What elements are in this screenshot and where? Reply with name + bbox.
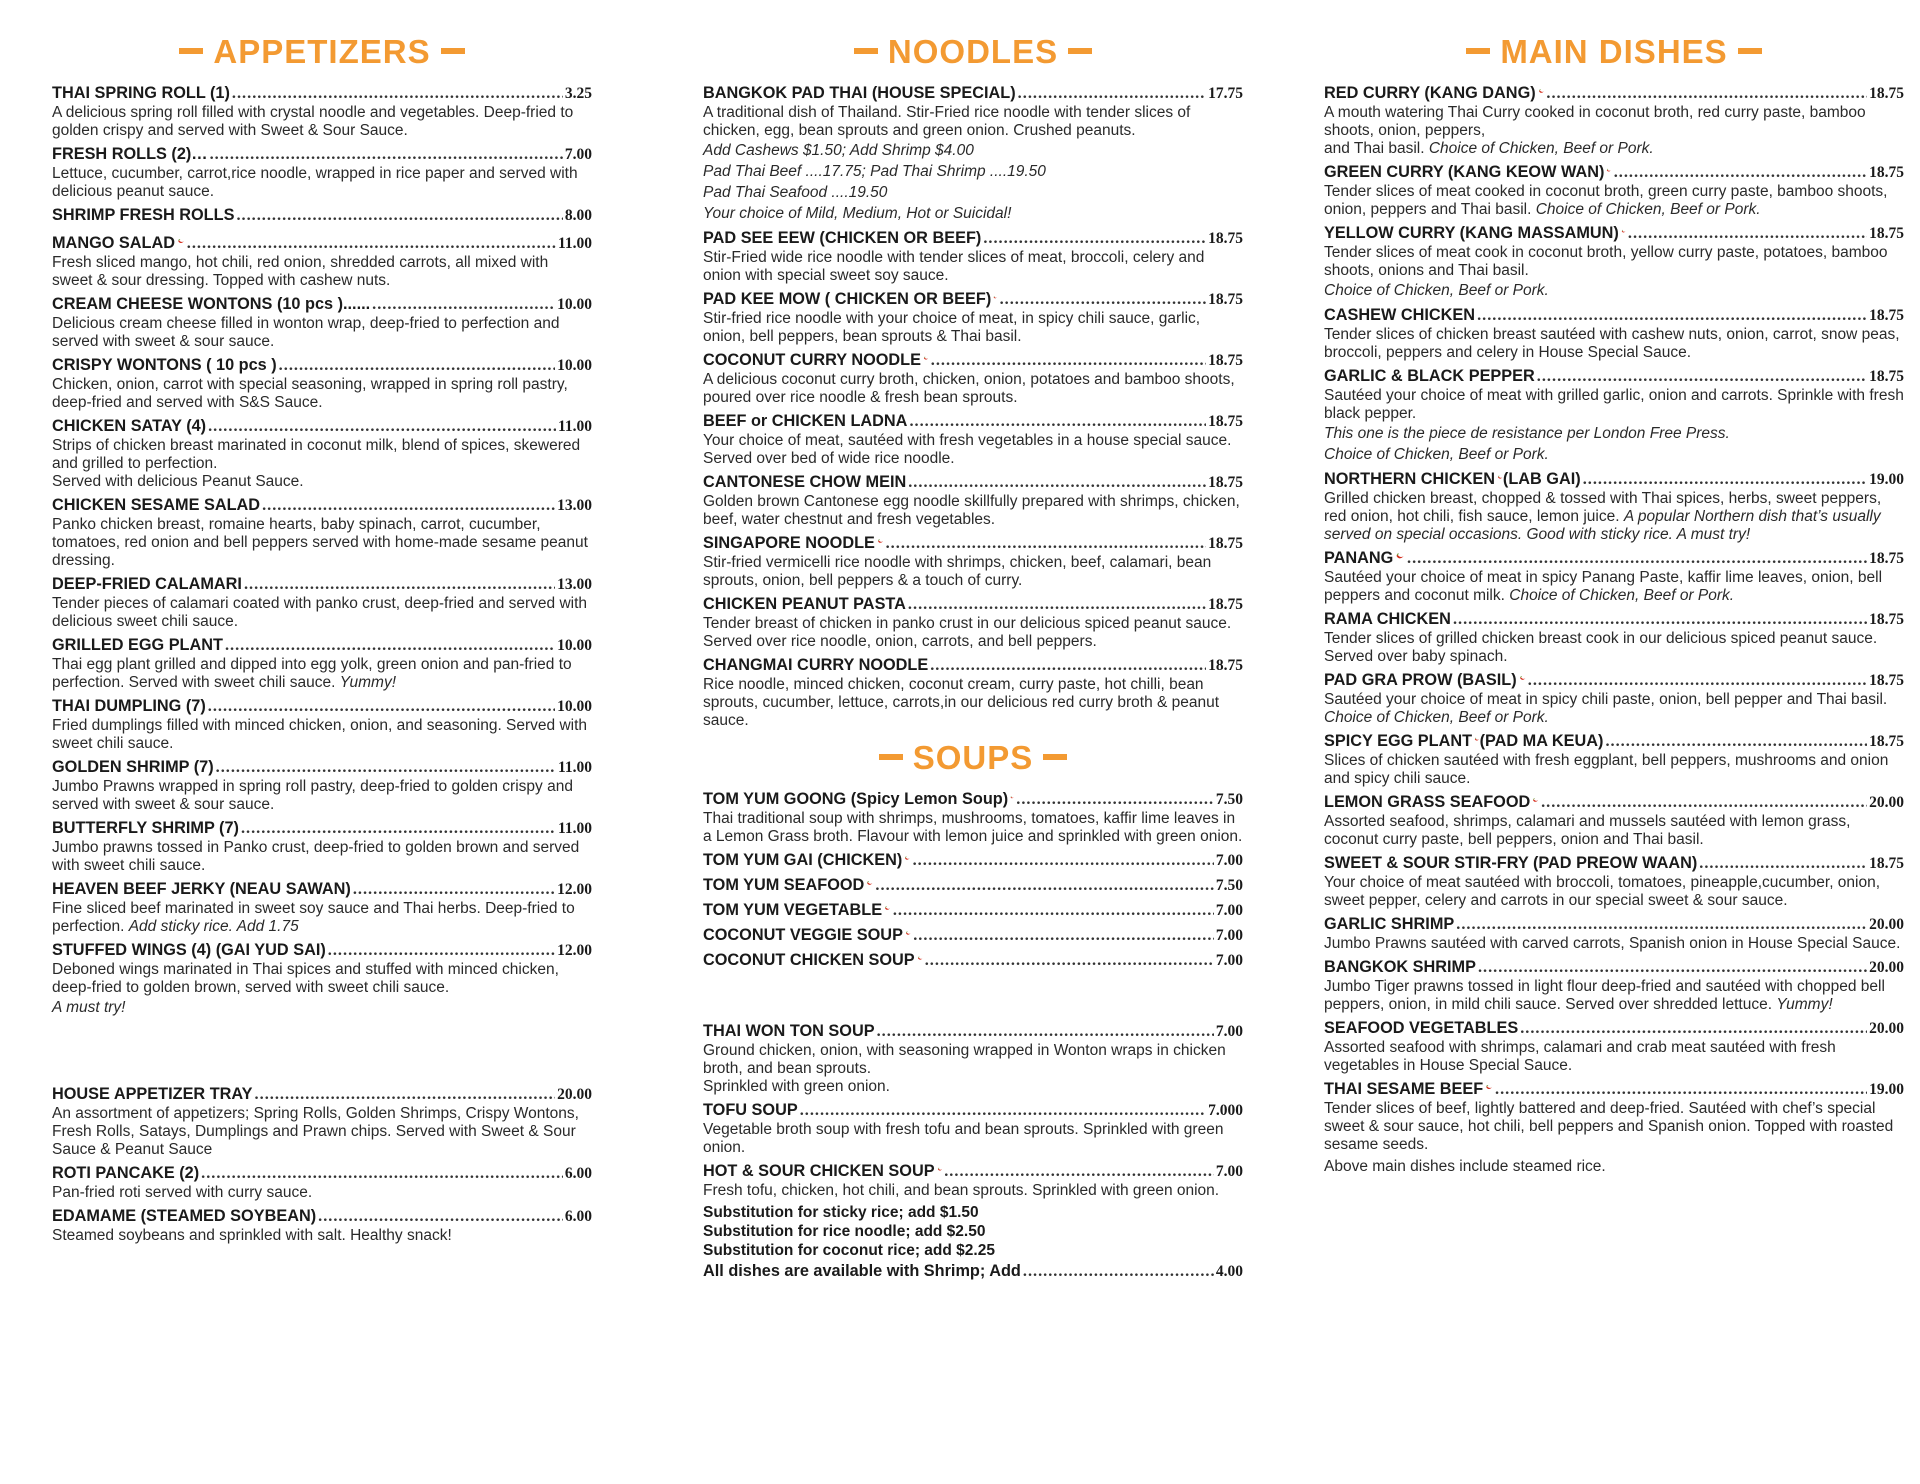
menu-item: MANGO SALAD ..... 11.00 Fresh sliced mango, hot chili, red onion, shredded carrots, all mixed with sweet & sour dressing. Topped with cashew nuts.: [52, 232, 592, 290]
chili-icon: [177, 235, 185, 248]
menu-item: THAI SPRING ROLL (1) ..... 3.25 A delicious spring roll filled with crystal noodle and vegetables. Deep-fried to golden crispy and served with Sweet & Sour Sauce.: [52, 82, 592, 140]
menu-item: NORTHERN CHICKEN (LAB GAI) ..... 19.00 Grilled chicken breast, chopped & tossed with Thai spices, herbs, sweet peppers, red onion, hot chili, fish sauce, lemon juice. A popular Northern dish that’s usually served on special occasions. Good with sticky rice. A must try!: [1324, 468, 1904, 544]
chili-icon: [923, 352, 929, 365]
menu-item: TOFU SOUP ..... 7.000 Vegetable broth soup with fresh tofu and bean sprouts. Sprinkled with green onion.: [703, 1099, 1243, 1157]
menu-item: BANGKOK PAD THAI (HOUSE SPECIAL) ..... 17.75 A traditional dish of Thailand. Stir-Fried rice noodle with tender slices of chicken, egg, bean sprouts and green onion. Crushed peanuts. Add Cashews $1.50; Add Shrimp $4.00 Pad Thai Beef ....17.75; Pad Thai Shrimp ....19.50 Pad Thai Seafood ....19.50 Your choice of Mild, Medium, Hot or Suicidal!: [703, 82, 1243, 224]
menu-item: PAD SEE EEW (CHICKEN OR BEEF) ..... 18.75 Stir-Fried wide rice noodle with tender slices of meat, broccoli, celery and onion with special sweet soy sauce.: [703, 227, 1243, 285]
chili-icon: [1519, 672, 1526, 685]
menu-item: CHANGMAI CURRY NOODLE ..... 18.75 Rice noodle, minced chicken, coconut cream, curry paste, hot chilli, bean sprouts, cucumber, lettuce, carrots,in our delicious red curry broth & peanut sauce.: [703, 654, 1243, 730]
section-title-appetizers: APPETIZERS: [52, 30, 592, 74]
section-title-main-dishes: MAIN DISHES: [1324, 30, 1904, 74]
substitution-note: Substitution for rice noodle; add $2.50: [703, 1223, 986, 1240]
menu-item: SPICY EGG PLANT (PAD MA KEUA) ..... 18.75 Slices of chicken sautéed with fresh eggplant, bell peppers, mushrooms and onion and spicy chili sauce.: [1324, 730, 1904, 788]
menu-item: GARLIC SHRIMP ..... 20.00 Jumbo Prawns sautéed with carved carrots, Spanish onion in House Special Sauce.: [1324, 913, 1904, 953]
menu-item: SWEET & SOUR STIR-FRY (PAD PREOW WAAN) ..... 18.75 Your choice of meat sautéed with broccoli, tomatoes, pineapple,cucumber, onion, sweet pepper, celery and carrots in our special sweet & sour sauce.: [1324, 852, 1904, 910]
menu-item: SINGAPORE NOODLE ..... 18.75 Stir-fried vermicelli rice noodle with shrimps, chicken, beef, calamari, bean sprouts, onion, bell peppers & a touch of curry.: [703, 532, 1243, 590]
menu-item: TOM YUM GAI (CHICKEN) ..... 7.00: [703, 849, 1243, 871]
menu-item: TOM YUM VEGETABLE ..... 7.00: [703, 899, 1243, 921]
menu-item: EDAMAME (STEAMED SOYBEAN) ..... 6.00 Steamed soybeans and sprinkled with salt. Healthy snack!: [52, 1205, 592, 1245]
chili-icon: [1485, 1081, 1493, 1094]
chili-icon: [905, 927, 911, 940]
chili-icon: [1532, 794, 1539, 807]
menu-item: DEEP-FRIED CALAMARI ..... 13.00 Tender pieces of calamari coated with panko crust, deep-fried and served with delicious sweet chili sauce.: [52, 573, 592, 631]
menu-item: RED CURRY (KANG DANG) ..... 18.75 A mouth watering Thai Curry cooked in coconut broth, red curry paste, bamboo shoots, onion, peppers, and Thai basil. Choice of Chicken, Beef or Pork.: [1324, 82, 1904, 158]
menu-item: PAD KEE MOW ( CHICKEN OR BEEF) ..... 18.75 Stir-fried rice noodle with your choice of meat, in spicy chili sauce, garlic, onion, bell peppers, bean sprouts & Thai basil.: [703, 288, 1243, 346]
appetizers-column: [52, 30, 592, 1248]
menu-item: COCONUT CURRY NOODLE ..... 18.75 A delicious coconut curry broth, chicken, onion, potatoes and bamboo shoots, poured over rice noodle & fresh bean sprouts.: [703, 349, 1243, 407]
menu-item: HOT & SOUR CHICKEN SOUP ..... 7.00 Fresh tofu, chicken, hot chili, and bean sprouts. Sprinkled with green onion.: [703, 1160, 1243, 1200]
menu-item: SHRIMP FRESH ROLLS ..... 8.00: [52, 204, 592, 226]
menu-item: STUFFED WINGS (4) (GAI YUD SAI) ..... 12.00 Deboned wings marinated in Thai spices and stuffed with minced chicken, deep-fried to golden brown, served with sweet chili sauce. A must try!: [52, 939, 592, 1018]
menu-item: LEMON GRASS SEAFOOD ..... 20.00 Assorted seafood, shrimps, calamari and mussels sautéed with lemon grass, coconut curry paste, bell peppers, onion and Thai basil.: [1324, 791, 1904, 849]
chili-icon: [917, 952, 923, 965]
chili-icon: [937, 1163, 943, 1176]
menu-item: ROTI PANCAKE (2) ..... 6.00 Pan-fried roti served with curry sauce.: [52, 1162, 592, 1202]
menu-item: COCONUT CHICKEN SOUP ..... 7.00: [703, 949, 1243, 971]
chili-icon: [904, 852, 910, 865]
menu-item: HOUSE APPETIZER TRAY ..... 20.00 An assortment of appetizers; Spring Rolls, Golden Shrimps, Crispy Wontons, Fresh Rolls, Satays, Dumplings and Prawn chips. Served with Sweet & Sour Sauce & Peanut Sauce: [52, 1083, 592, 1159]
menu-item: CHICKEN SESAME SALAD ..... 13.00 Panko chicken breast, romaine hearts, baby spinach, carrot, cucumber, tomatoes, red onion and bell peppers served with home-made sesame peanut dressing.: [52, 494, 592, 570]
menu-item: THAI SESAME BEEF ..... 19.00 Tender slices of beef, lightly battered and deep-fried. Sautéed with chef’s special sweet & sour sauce, hot chili, bell peppers and Spanish onion. Topped with roasted sesame seeds.: [1324, 1078, 1904, 1154]
shrimp-addon: All dishes are available with Shrimp; Add ..... 4.00: [703, 1260, 1243, 1282]
menu-item: THAI DUMPLING (7) ..... 10.00 Fried dumplings filled with minced chicken, onion, and seasoning. Served with sweet chili sauce.: [52, 695, 592, 753]
menu-item: GARLIC & BLACK PEPPER ..... 18.75 Sautéed your choice of meat with grilled garlic, onion and carrots. Sprinkle with fresh black pepper. This one is the piece de resistance per London Free Press. Choice of Chicken, Beef or Pork.: [1324, 365, 1904, 465]
noodles-column: [703, 30, 1243, 1282]
menu-item: GOLDEN SHRIMP (7) ..... 11.00 Jumbo Prawns wrapped in spring roll pastry, deep-fried to golden crispy and served with sweet & sour sauce.: [52, 756, 592, 814]
menu-item: GREEN CURRY (KANG KEOW WAN) ..... 18.75 Tender slices of meat cooked in coconut broth, green curry paste, bamboo shoots, onion, peppers and Thai basil. Choice of Chicken, Beef or Pork.: [1324, 161, 1904, 219]
menu-item: BANGKOK SHRIMP ..... 20.00 Jumbo Tiger prawns tossed in light flour deep-fried and sautéed with chopped bell peppers, onion, in mild chili sauce. Served over shredded lettuce. Yummy!: [1324, 956, 1904, 1014]
section-title-soups: SOUPS: [703, 736, 1243, 780]
chili-icon: [877, 535, 884, 548]
chili-icon: [1606, 164, 1611, 177]
menu-item: CASHEW CHICKEN ..... 18.75 Tender slices of chicken breast sautéed with cashew nuts, onion, carrot, snow peas, broccoli, peppers and celery in House Special Sauce.: [1324, 304, 1904, 362]
menu-item: FRESH ROLLS (2)… ..... 7.00 Lettuce, cucumber, carrot,rice noodle, wrapped in rice paper and served with delicious peanut sauce.: [52, 143, 592, 201]
menu-item: TOM YUM GOONG (Spicy Lemon Soup) ..... 7.50 Thai traditional soup with shrimps, mushrooms, tomatoes, kaffir lime leaves in a Lemon Grass broth. Flavour with lemon juice and sprinkled with green onion.: [703, 788, 1243, 846]
menu-item: TOM YUM SEAFOOD ..... 7.50: [703, 874, 1243, 896]
menu-item: THAI WON TON SOUP ..... 7.00 Ground chicken, onion, with seasoning wrapped in Wonton wraps in chicken broth, and bean sprouts. Sprinkled with green onion.: [703, 1020, 1243, 1096]
menu-item: BEEF or CHICKEN LADNA ..... 18.75 Your choice of meat, sautéed with fresh vegetables in a house special sauce. Served over bed of wide rice noodle.: [703, 410, 1243, 468]
menu-item: COCONUT VEGGIE SOUP ..... 7.00: [703, 924, 1243, 946]
menu-item: CRISPY WONTONS ( 10 pcs ) ..... 10.00 Chicken, onion, carrot with special seasoning, wrapped in spring roll pastry, deep-fried and served with S&S Sauce.: [52, 354, 592, 412]
menu-item: CHICKEN PEANUT PASTA ..... 18.75 Tender breast of chicken in panko crust in our delicious spiced peanut sauce. Served over rice noodle, onion, carrots, and bell peppers.: [703, 593, 1243, 651]
chili-icon: [1621, 225, 1626, 238]
chili-icon: [884, 902, 891, 915]
chili-icon: [866, 877, 873, 890]
substitution-note: Substitution for coconut rice; add $2.25: [703, 1242, 995, 1259]
menu-item: CREAM CHEESE WONTONS (10 pcs )...... ..... 10.00 Delicious cream cheese filled in wonton wrap, deep-fried to perfection and served with sweet & sour sauce.: [52, 293, 592, 351]
menu-item: PANANG ..... 18.75 Sautéed your choice of meat in spicy Panang Paste, kaffir lime leaves, onion, bell peppers and coconut milk. Choice of Chicken, Beef or Pork.: [1324, 547, 1904, 605]
menu-item: GRILLED EGG PLANT ..... 10.00 Thai egg plant grilled and dipped into egg yolk, green onion and pan-fried to perfection. Served with sweet chili sauce. Yummy!: [52, 634, 592, 692]
menu-item: HEAVEN BEEF JERKY (NEAU SAWAN) ..... 12.00 Fine sliced beef marinated in sweet soy sauce and Thai herbs. Deep-fried to perfection. Add sticky rice. Add 1.75: [52, 878, 592, 936]
chili-icon: [1010, 791, 1014, 804]
section-title-noodles: NOODLES: [703, 30, 1243, 74]
substitution-note: Substitution for sticky rice; add $1.50: [703, 1204, 979, 1221]
main-dishes-footer: Above main dishes include steamed rice.: [1324, 1158, 1606, 1175]
main-dishes-column: [1324, 30, 1904, 1176]
chili-icon: [1538, 85, 1545, 98]
chili-icon: [993, 291, 997, 304]
menu-item: BUTTERFLY SHRIMP (7) ..... 11.00 Jumbo prawns tossed in Panko crust, deep-fried to golden brown and served with sweet chili sauce.: [52, 817, 592, 875]
menu-item: SEAFOOD VEGETABLES ..... 20.00 Assorted seafood with shrimps, calamari and crab meat sautéed with fresh vegetables in House Special Sauce.: [1324, 1017, 1904, 1075]
menu-item: CANTONESE CHOW MEIN ..... 18.75 Golden brown Cantonese egg noodle skillfully prepared with shrimps, chicken, beef, water chestnut and fresh vegetables.: [703, 471, 1243, 529]
menu-item: CHICKEN SATAY (4) ..... 11.00 Strips of chicken breast marinated in coconut milk, blend of spices, skewered and grilled to perfection. Served with delicious Peanut Sauce.: [52, 415, 592, 491]
menu-item: PAD GRA PROW (BASIL) ..... 18.75 Sautéed your choice of meat in spicy chili paste, onion, bell pepper and Thai basil. Choice of Chicken, Beef or Pork.: [1324, 669, 1904, 727]
menu-item: RAMA CHICKEN ..... 18.75 Tender slices of grilled chicken breast cook in our delicious spiced peanut sauce. Served over baby spinach.: [1324, 608, 1904, 666]
menu-item: YELLOW CURRY (KANG MASSAMUN) ..... 18.75 Tender slices of meat cook in coconut broth, yellow curry paste, potatoes, bamboo shoots, onions and Thai basil. Choice of Chicken, Beef or Pork.: [1324, 222, 1904, 301]
chili-icon: [1395, 550, 1405, 563]
